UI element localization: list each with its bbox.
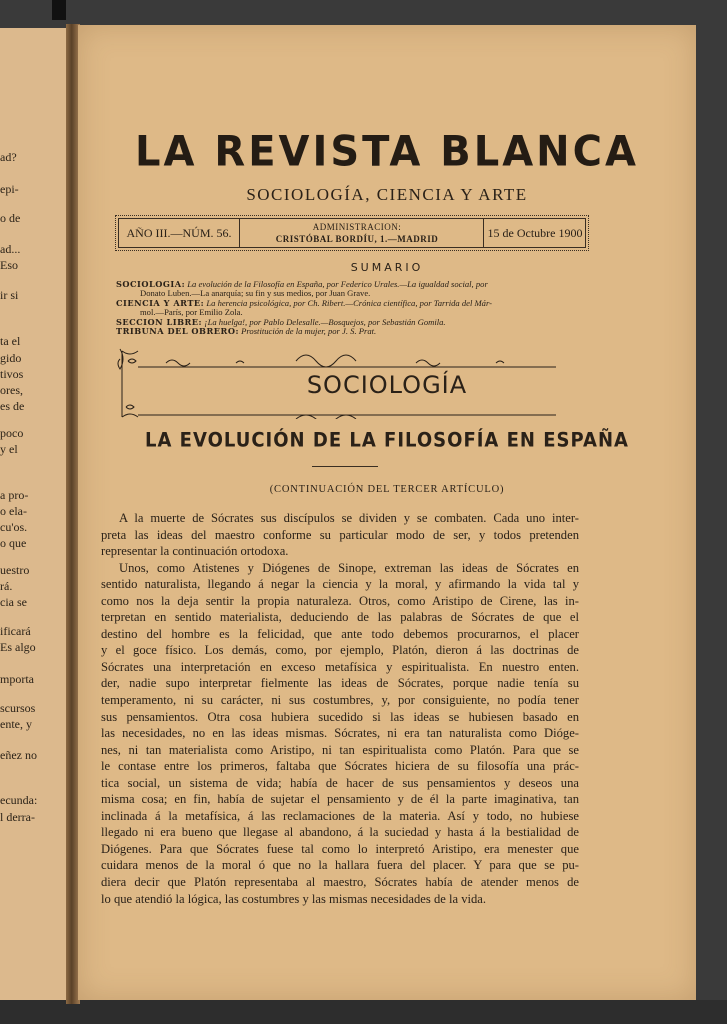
article-line: tica social, un sistema de vida; había de hacer de sus pensamientos y deseos una [101, 775, 579, 790]
article-line: preta las ideas del maestro conforme su particular modo de ser, y todos pretenden [101, 527, 579, 542]
left-page-text-fragment: poco [0, 426, 24, 440]
left-page-text-fragment: y el [0, 442, 18, 456]
section-title: SOCIOLOGÍA [306, 371, 468, 399]
left-page-text-fragment: epi- [0, 182, 19, 196]
article-line: representar la continuación ortodoxa. [101, 544, 289, 559]
article-line: cuidara menos de la moral ó que no la hallara fuera del placer. Y para que se pu- [101, 858, 579, 873]
left-page-text-fragment: ecunda: [0, 793, 38, 807]
left-page-text-fragment: gido [0, 351, 22, 365]
journal-page [78, 25, 696, 1000]
left-page-text-fragment: rá. [0, 579, 13, 593]
sumario-heading: SUMARIO [350, 261, 424, 274]
issue-date: 15 de Octubre 1900 [483, 219, 586, 247]
article-line: llegado ni era bueno que llegase al abandono, á la suciedad y hasta á la bestialidad de [101, 825, 579, 840]
left-page-text-fragment: ir si [0, 288, 19, 302]
left-page-text-fragment: o de [0, 211, 21, 225]
article-line: Diógenes. Para que Sócrates fuese tal como lo interpretó Aristipo, era menester que [101, 841, 579, 856]
article-line: y el goce físico. Los demás, como, por ejemplo, Platón, dieron á las doctrinas de [101, 643, 579, 658]
left-page-text-fragment: cu'os. [0, 520, 28, 534]
left-page-text-fragment: tivos [0, 367, 24, 381]
left-page-text-fragment: ad? [0, 150, 17, 164]
article-line: le contase entre los primeros, faltaba que Sócrates hiciera de su filosofía una prác- [101, 759, 579, 774]
sumario-entry [116, 280, 586, 289]
article-line: terpretan en sentido materialista, deduciendo de las palabras de Sócrates de que el [101, 610, 579, 625]
left-page-text-fragment: o ela- [0, 504, 27, 518]
sumario-entry-cont: Donato Luben.—La anarquía; su fin y sus medios, por Juan Grave. [140, 289, 371, 299]
left-page-text-fragment: uestro [0, 563, 30, 577]
sumario-section-label: SOCIOLOGIA: [116, 280, 186, 289]
article-line: Unos, como Atistenes y Diógenes de Sinope, extreman las ideas de Sócrates en [119, 560, 579, 575]
article-line: inclinada á la metafísica, á las reclamaciones de la materia. Así y todo, no hubiese [101, 808, 579, 823]
left-page-text-fragment: mporta [0, 672, 34, 686]
admin-address: CRISTÓBAL BORDÍU, 1.—MADRID [275, 234, 439, 244]
article-line: diera decir que Platón representaba al maestro, Sócrates había de atender menos de [101, 875, 579, 890]
sumario-entry-cont: mol.—París, por Emilio Zola. [140, 308, 243, 318]
left-page-text-fragment: Es algo [0, 640, 36, 654]
sumario-entry-text: La evolución de la Filosofía en España, por Federico Urales.—La igualdad social, por [187, 280, 488, 289]
article-line: como nos la deja sentir la propia naturaleza. Otros, como Aristipo de Cirene, las in- [101, 593, 579, 608]
sumario-entry [116, 299, 586, 308]
sumario-section-label: TRIBUNA DEL OBRERO: [116, 327, 239, 337]
article-line: destino del hombre es la felicidad, que ante todo debemos procurarnos, el placer [101, 626, 579, 641]
article-line: nes, ni tan materialista como Aristipo, ni tan espiritualista como Platón. Para que se [101, 742, 579, 757]
left-page-text-fragment: l derra- [0, 810, 35, 824]
left-page-fragment [0, 28, 66, 1000]
sumario-section-label: CIENCIA Y ARTE: [116, 298, 205, 308]
left-page-text-fragment: Eso [0, 258, 18, 272]
left-page-text-fragment: cia se [0, 595, 27, 609]
sumario-entry-text: La herencia psicológica, por Ch. Ribert.—Crónica científica, por Tarrida del Már- [206, 298, 492, 308]
article-line: A la muerte de Sócrates sus discípulos se dividen y se combaten. Cada uno inter- [119, 511, 579, 525]
admin-label: ADMINISTRACION: [312, 222, 402, 232]
left-page-text-fragment: a pro- [0, 488, 29, 502]
left-page-text-fragment: ta el [0, 334, 21, 348]
article-line: temperamento, ni su carácter, ni sus costumbres, y, por consiguiente, no podía tener [101, 693, 579, 708]
masthead-title: LA REVISTA BLANCA [135, 127, 639, 177]
article-body [101, 510, 579, 907]
article-line: der, nadie supo interpretar fielmente las ideas de Sócrates, porque nadie tenía su [101, 676, 579, 691]
article-line: sentido naturalista, llegando á negar la ciencia y la moral, y afirmando la vida tal y [101, 577, 579, 592]
left-page-text-fragment: scursos [0, 701, 36, 715]
continuation-note: (CONTINUACIÓN DEL TERCER ARTÍCULO) [269, 484, 505, 495]
left-page-text-fragment: o que [0, 536, 27, 550]
left-page-text-fragment: ad... [0, 242, 21, 256]
title-divider [312, 466, 378, 467]
left-page-text-fragment: ores, [0, 383, 23, 397]
sumario-table-of-contents [116, 280, 586, 336]
sumario-entry-text: Prostitución de la mujer, por J. S. Prat. [241, 327, 377, 337]
sumario-entry [116, 327, 586, 336]
article-line: misma cosa; en fin, había de sujetar el pensamiento y de él la parte imaginativa, tan [101, 792, 579, 807]
article-line: Sócrates una interpretación en exceso metafísica y espiritualista. En nuestro enten. [101, 659, 579, 674]
sumario-section-label: SECCION LIBRE: [116, 317, 203, 327]
left-page-text-fragment: ente, y [0, 717, 32, 731]
sumario-entry-text: ¡La huelga!, por Pablo Delesalle.—Bosquejos, por Sebastián Gomila. [204, 317, 446, 327]
issue-info-bar [118, 218, 586, 248]
masthead-subtitle: SOCIOLOGÍA, CIENCIA Y ARTE [246, 185, 528, 204]
issue-number: AÑO III.—NÚM. 56. [119, 219, 240, 247]
sumario-entry [116, 318, 586, 327]
administration-block [241, 219, 473, 249]
article-line: sus pensamientos. Otra cosa hubiera sucedido si las ideas se hubiesen basado en [101, 709, 579, 724]
left-page-text-fragment: es de [0, 399, 25, 413]
article-line: las necesidades, no en las ideas mismas. Sócrates, ni era tan naturalista como Dióge- [101, 726, 579, 741]
left-page-text-fragment: ificará [0, 624, 31, 638]
article-line: lo que atendió la lógica, las costumbres y las mismas necesidades de la vida. [101, 891, 487, 906]
article-title: LA EVOLUCIÓN DE LA FILOSOFÍA EN ESPAÑA [145, 428, 629, 453]
left-page-text-fragment: eñez no [0, 748, 37, 762]
